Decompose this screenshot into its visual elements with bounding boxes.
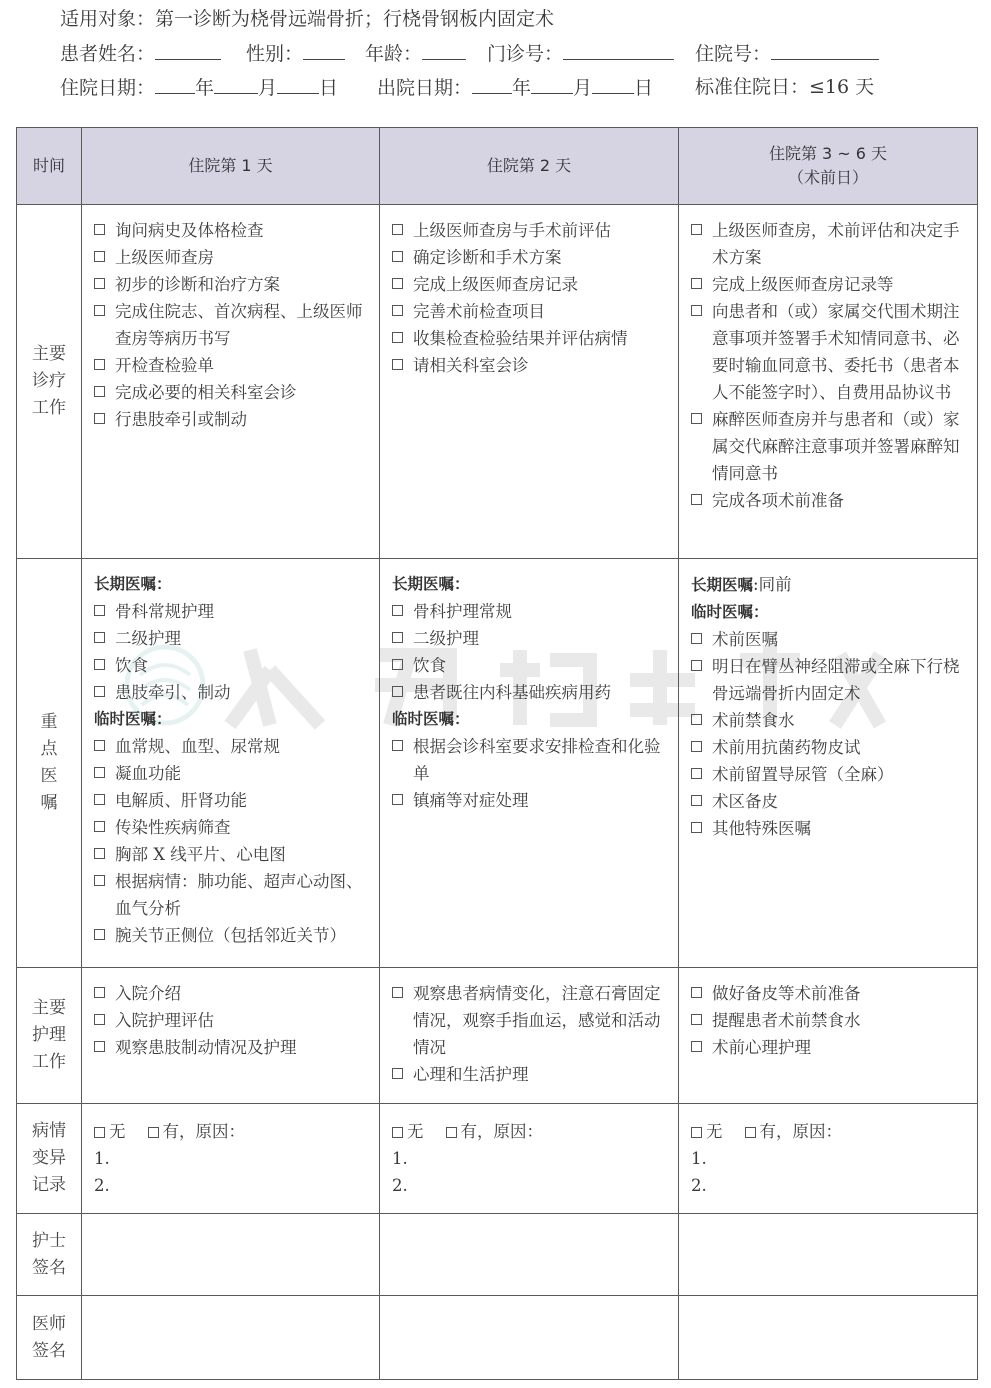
checklist-item-text: 患肢牵引、制动 [115,683,231,702]
long-term-same-as-before: :同前 [753,575,792,594]
row-label-text: 医师 签名 [32,1313,66,1361]
checklist-item-text: 完成必要的相关科室会诊 [115,383,297,402]
checklist-item [94,298,369,352]
checkbox[interactable] [94,794,105,805]
checklist-item-text: 骨科护理常规 [413,602,512,621]
checklist-item [94,868,369,922]
discharge-date-label: 出院日期： [377,77,473,99]
checklist-item [691,217,967,271]
checklist-item-text: 心理和生活护理 [413,1065,529,1084]
variance-reason-1: 1. [691,1149,707,1168]
checkbox[interactable] [392,251,403,262]
sex-label: 性别： [246,43,304,65]
long-term-orders-label: 长期医嘱： [392,575,470,593]
checklist-item [691,1007,967,1034]
checklist-item-text: 观察患者病情变化，注意石膏固定情况，观察手指血运，感觉和活动情况 [413,984,661,1057]
nursing-day2 [380,968,679,1104]
checklist-item-text: 初步的诊断和治疗方案 [115,275,280,294]
checklist-item [392,352,668,379]
checklist-item [691,487,967,514]
checkbox[interactable] [94,605,105,616]
checkbox[interactable] [94,1041,105,1052]
checklist-item [691,761,967,788]
checklist-item-text: 提醒患者术前禁食水 [712,1011,861,1030]
col-day1: 住院第 1 天 [82,128,380,205]
checklist-item-text: 完善术前检查项目 [413,302,545,321]
no-variance-checkbox[interactable] [691,1127,702,1138]
checkbox[interactable] [691,494,702,505]
age-label: 年龄： [365,43,423,65]
outpatient-field[interactable] [563,42,674,60]
checkbox[interactable] [94,1014,105,1025]
checklist-item-text: 行患肢牵引或制动 [115,410,247,429]
checklist-item-text: 术前禁食水 [712,711,795,730]
col-day2: 住院第 2 天 [380,128,679,205]
row-label-text: 病情 变异 记录 [32,1121,66,1195]
variance-reason-2: 2. [392,1176,408,1195]
age-field[interactable] [422,42,466,60]
checkbox[interactable] [94,686,105,697]
year-unit: 年 [512,77,532,99]
checkbox[interactable] [691,413,702,424]
checklist-item-text: 麻醉医师查房并与患者和（或）家属交代麻醉注意事项并签署麻醉知情同意书 [712,410,960,483]
checklist-item [392,1061,668,1088]
day-unit: 日 [319,77,339,99]
checklist-item [691,980,967,1007]
checkbox[interactable] [691,987,702,998]
checklist-item [691,626,967,653]
checklist-item [94,652,369,679]
has-variance-label: 有，原因： [759,1122,842,1141]
month-unit: 月 [258,77,278,99]
checklist-item-text: 完成住院志、首次病程、上级医师查房等病历书写 [115,302,363,348]
checkbox[interactable] [392,332,403,343]
main-work-row [17,205,978,559]
checklist-item-text: 二级护理 [115,629,181,648]
checklist-item-text: 向患者和（或）家属交代围术期注意事项并签署手术知情同意书、必要时输血同意书、委托书（患者本人不能签字时）、自费用品协议书 [712,302,960,402]
checklist-item [94,1034,369,1061]
no-variance-checkbox[interactable] [94,1127,105,1138]
doctor-sign-day1[interactable] [82,1296,380,1380]
checklist-item [94,598,369,625]
checkbox[interactable] [94,224,105,235]
checklist-item-text: 上级医师查房 [115,248,214,267]
row-label-variance [17,1104,82,1214]
checklist-item [691,298,967,406]
checklist-item [691,815,967,842]
checklist-item-text: 二级护理 [413,629,479,648]
checkbox[interactable] [392,1068,403,1079]
doctor-sign-day2[interactable] [380,1296,679,1380]
orders-day1 [82,559,380,968]
admit-date-label: 住院日期： [60,77,156,99]
col-day3-line1: 住院第 3 ~ 6 天 [768,144,888,163]
patient-name-field[interactable] [155,42,221,60]
row-label-text: 主要 诊疗 工作 [32,344,66,418]
inpatient-field[interactable] [771,42,879,60]
checklist-item [691,271,967,298]
checkbox[interactable] [94,659,105,670]
nurse-sign-row [17,1214,978,1296]
checklist-item-text: 术前用抗菌药物皮试 [712,738,861,757]
checklist-item-text: 明日在臂丛神经阻滞或全麻下行桡骨远端骨折内固定术 [712,657,960,703]
checklist-item-text: 患者既往内科基础疾病用药 [413,683,611,702]
checklist-item-text: 术区备皮 [712,792,778,811]
col-day3-line2: （术前日） [787,168,868,187]
has-variance-checkbox[interactable] [446,1127,457,1138]
long-term-label-text: 长期医嘱 [691,576,754,594]
checkbox[interactable] [94,632,105,643]
checklist-item [94,406,369,433]
doctor-sign-row [17,1296,978,1380]
checkbox[interactable] [691,305,702,316]
row-label-text: 主要 护理 工作 [32,998,66,1072]
checkbox[interactable] [94,848,105,859]
row-label-orders [17,559,82,968]
checkbox[interactable] [94,386,105,397]
checkbox[interactable] [392,740,403,751]
inpatient-label: 住院号： [695,43,772,65]
checkbox[interactable] [94,929,105,940]
checkbox[interactable] [691,822,702,833]
checkbox[interactable] [392,659,403,670]
checkbox[interactable] [392,794,403,805]
has-variance-label: 有，原因： [460,1122,543,1141]
sex-field[interactable] [303,42,345,60]
col-day3 [679,128,978,205]
checkbox[interactable] [94,305,105,316]
discharge-day-field[interactable] [592,76,634,94]
checklist-item-text: 入院介绍 [115,984,181,1003]
discharge-year-field[interactable] [472,76,512,94]
checkbox[interactable] [94,767,105,778]
checklist-item [94,733,369,760]
checklist-item [691,707,967,734]
checkbox[interactable] [94,278,105,289]
checkbox[interactable] [392,305,403,316]
long-term-orders-label [691,571,967,599]
checklist-item-text: 开检查检验单 [115,356,214,375]
month-unit: 月 [573,77,593,99]
checklist-item-text: 骨科常规护理 [115,602,214,621]
checklist-item [392,325,668,352]
checkbox[interactable] [691,633,702,644]
discharge-month-field[interactable] [531,76,573,94]
nurse-sign-day1[interactable] [82,1214,380,1296]
checkbox[interactable] [94,359,105,370]
variance-reason-2: 2. [94,1176,110,1195]
checkbox[interactable] [392,278,403,289]
row-label-nursing [17,968,82,1104]
checklist-item [94,1007,369,1034]
col-time: 时间 [17,128,82,205]
variance-day2 [380,1104,679,1214]
checklist-item [392,598,668,625]
long-term-orders-label: 长期医嘱： [94,575,172,593]
nurse-sign-day2[interactable] [380,1214,679,1296]
checkbox[interactable] [691,741,702,752]
checklist-item-text: 饮食 [413,656,446,675]
checklist-item [691,1034,967,1061]
checklist-item-text: 确定诊断和手术方案 [413,248,562,267]
row-label-text: 重 点 医 嘱 [40,712,58,813]
admit-year-field[interactable] [155,76,195,94]
has-variance-checkbox[interactable] [148,1127,159,1138]
checklist-item [392,679,668,706]
checkbox[interactable] [392,632,403,643]
checkbox[interactable] [691,768,702,779]
no-variance-label: 无 [407,1122,424,1141]
checkbox[interactable] [392,686,403,697]
orders-day2 [380,559,679,968]
checklist-item-text: 入院护理评估 [115,1011,214,1030]
year-unit: 年 [195,77,215,99]
temporary-orders-label: 临时医嘱： [691,603,769,621]
checklist-item-text: 胸部 X 线平片、心电图 [115,845,286,864]
checkbox[interactable] [94,987,105,998]
checklist-item-text: 镇痛等对症处理 [413,791,529,810]
checklist-item [94,379,369,406]
checklist-item [392,217,668,244]
checkbox[interactable] [691,1041,702,1052]
checklist-item [94,217,369,244]
nursing-day3 [679,968,978,1104]
variance-reason-2: 2. [691,1176,707,1195]
patient-name-label: 患者姓名： [60,43,156,65]
main-work-day1 [82,205,380,559]
checklist-item [94,352,369,379]
checklist-item-text: 凝血功能 [115,764,181,783]
checklist-item [392,271,668,298]
checklist-item [691,734,967,761]
nursing-row [17,968,978,1104]
variance-reason-1: 1. [94,1149,110,1168]
checklist-item [392,733,668,787]
checklist-item-text: 完成各项术前准备 [712,491,844,510]
checkbox[interactable] [392,605,403,616]
checklist-item [94,841,369,868]
checklist-item-text: 术前留置导尿管（全麻） [712,765,894,784]
checklist-item-text: 其他特殊医嘱 [712,819,811,838]
checklist-item-text: 收集检查检验结果并评估病情 [413,329,628,348]
table-header-row [17,128,978,205]
has-variance-label: 有，原因： [162,1122,245,1141]
checkbox[interactable] [392,224,403,235]
temporary-orders-label: 临时医嘱： [392,710,470,728]
checkbox[interactable] [691,1014,702,1025]
checkbox[interactable] [691,795,702,806]
checklist-item [392,652,668,679]
checklist-item-text: 根据病情：肺功能、超声心动图、血气分析 [115,872,363,918]
checklist-item [392,787,668,814]
checklist-item-text: 腕关节正侧位（包括邻近关节） [115,926,346,945]
checklist-item-text: 上级医师查房，术前评估和决定手术方案 [712,221,960,267]
checklist-item [392,244,668,271]
checklist-item-text: 上级医师查房与手术前评估 [413,221,611,240]
row-label-text: 护士 签名 [32,1230,66,1278]
patient-info-line [60,42,960,66]
checkbox[interactable] [94,251,105,262]
dates-line [60,76,960,100]
checklist-item [94,679,369,706]
checklist-item-text: 术前心理护理 [712,1038,811,1057]
day-unit: 日 [634,77,654,99]
no-variance-label: 无 [109,1122,126,1141]
orders-row [17,559,978,968]
clinical-pathway-table [16,127,978,1380]
checklist-item-text: 请相关科室会诊 [413,356,529,375]
checklist-item-text: 询问病史及体格检查 [115,221,264,240]
admit-day-field[interactable] [277,76,319,94]
variance-day1 [82,1104,380,1214]
checklist-item [94,760,369,787]
nursing-day1 [82,968,380,1104]
no-variance-checkbox[interactable] [392,1127,403,1138]
checkbox[interactable] [691,714,702,725]
scope-line: 适用对象：第一诊断为桡骨远端骨折；行桡骨钢板内固定术 [60,8,555,30]
checkbox[interactable] [94,740,105,751]
no-variance-label: 无 [706,1122,723,1141]
checklist-item-text: 完成上级医师查房记录等 [712,275,894,294]
checklist-item-text: 电解质、肝肾功能 [115,791,247,810]
checkbox[interactable] [94,875,105,886]
variance-reason-1: 1. [392,1149,408,1168]
checklist-item [691,406,967,487]
checkbox[interactable] [691,660,702,671]
checklist-item [392,980,668,1061]
checklist-item-text: 血常规、血型、尿常规 [115,737,280,756]
checklist-item-text: 传染性疾病筛查 [115,818,231,837]
checklist-item [94,625,369,652]
main-work-day3 [679,205,978,559]
variance-row [17,1104,978,1214]
row-label-main-work [17,205,82,559]
outpatient-label: 门诊号： [487,43,564,65]
has-variance-checkbox[interactable] [745,1127,756,1138]
checkbox[interactable] [392,359,403,370]
checkbox[interactable] [94,821,105,832]
variance-day3 [679,1104,978,1214]
row-label-nurse-sign [17,1214,82,1296]
nurse-sign-day3[interactable] [679,1214,978,1296]
checkbox[interactable] [691,224,702,235]
checklist-item [691,788,967,815]
checklist-item [94,814,369,841]
orders-day3 [679,559,978,968]
row-label-doctor-sign [17,1296,82,1380]
main-work-day2 [380,205,679,559]
checklist-item-text: 术前医嘱 [712,630,778,649]
checklist-item [94,980,369,1007]
checklist-item [94,787,369,814]
temporary-orders-label: 临时医嘱： [94,710,172,728]
standard-stay: 标准住院日：≤16 天 [695,76,875,98]
checkbox[interactable] [691,278,702,289]
checklist-item [392,625,668,652]
checklist-item-text: 饮食 [115,656,148,675]
checklist-item-text: 根据会诊科室要求安排检查和化验单 [413,737,661,783]
checklist-item-text: 观察患肢制动情况及护理 [115,1038,297,1057]
checklist-item [94,271,369,298]
checklist-item-text: 完成上级医师查房记录 [413,275,578,294]
checkbox[interactable] [94,413,105,424]
checkbox[interactable] [392,987,403,998]
checklist-item [392,298,668,325]
checklist-item [94,922,369,949]
doctor-sign-day3[interactable] [679,1296,978,1380]
checklist-item [94,244,369,271]
admit-month-field[interactable] [214,76,258,94]
checklist-item-text: 做好备皮等术前准备 [712,984,861,1003]
checklist-item [691,653,967,707]
